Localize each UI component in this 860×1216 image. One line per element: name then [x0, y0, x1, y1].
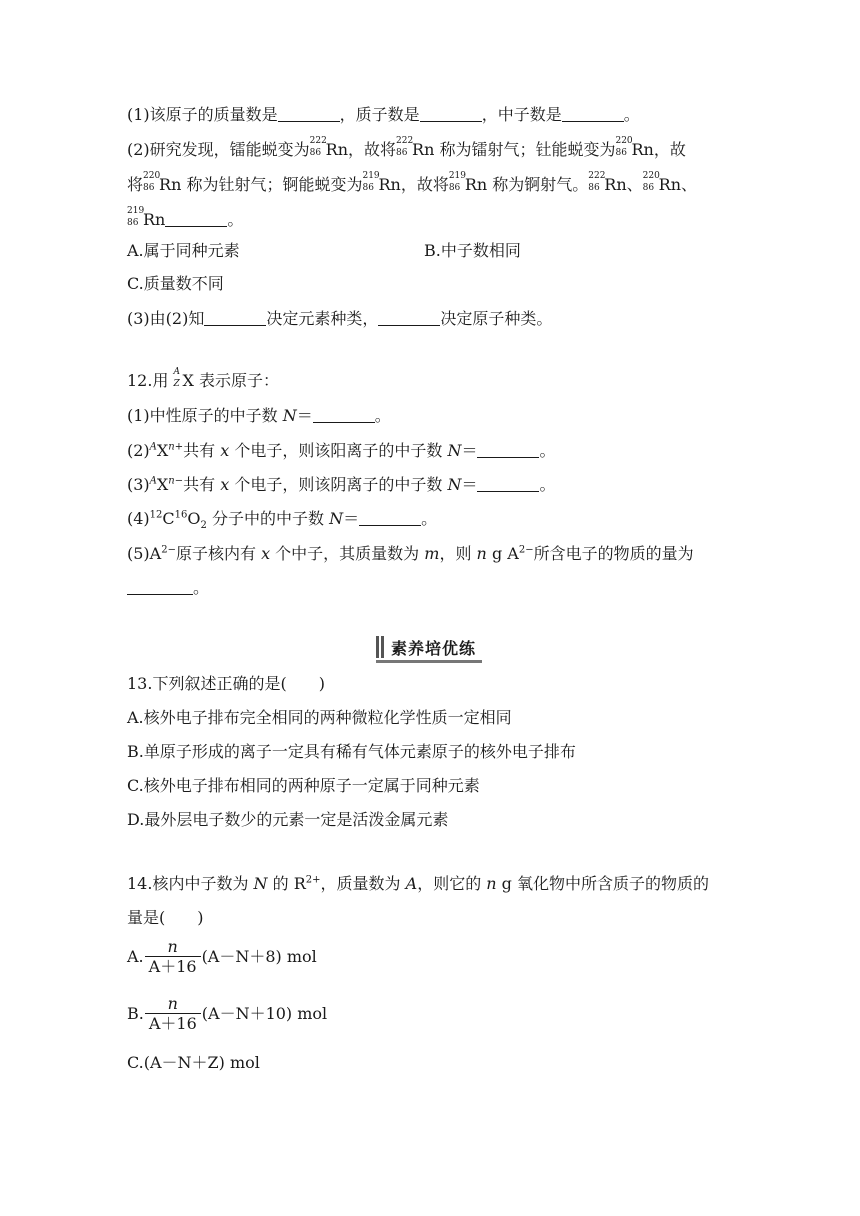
text: ，质量数为 [320, 874, 406, 893]
q12-part4 [127, 508, 437, 530]
var: m [424, 544, 440, 563]
q11-part2-line3 [127, 206, 244, 231]
q11-option-b: B.中子数相同 [424, 241, 521, 260]
var: N [329, 509, 344, 528]
charge: 2+ [305, 874, 321, 886]
text: O [187, 509, 201, 528]
nuclide-rn220: 220 86 [642, 171, 660, 193]
text: ＝ [461, 475, 478, 494]
var: N [447, 441, 462, 460]
var: n [486, 874, 497, 893]
answer-blank[interactable] [204, 311, 266, 326]
mass-number: 16 [174, 509, 188, 521]
answer-blank[interactable] [278, 107, 340, 122]
text: Rn 称为锕射气。 [464, 175, 589, 194]
nuclide-notation: A Z [173, 367, 181, 389]
numerator: n [167, 994, 178, 1013]
text: (4) [127, 509, 150, 528]
q13-option-b: B.单原子形成的离子一定具有稀有气体元素原子的核外电子排布 [127, 742, 576, 761]
option-label: B. [127, 1004, 144, 1023]
fraction [145, 995, 201, 1034]
mass-number: A [149, 441, 157, 453]
nuclide-rn219: 219 86 [127, 206, 145, 228]
answer-blank[interactable] [378, 311, 440, 326]
charge: n [168, 475, 175, 487]
option-label: A. [127, 947, 144, 966]
var: A [405, 874, 418, 893]
q12-stem [127, 367, 280, 392]
text: 决定原子种类。 [440, 309, 553, 328]
text: ＝ [343, 509, 360, 528]
text: (3)由(2)知 [127, 309, 205, 328]
text: (2)研究发现，镭能蜕变为 [127, 140, 310, 159]
text: 个电子，则该阴离子的中子数 [229, 475, 448, 494]
expression: (A－N＋8) mol [201, 947, 317, 966]
text: 分子中的中子数 [206, 509, 330, 528]
text: 所含电子的物质的量为 [533, 544, 694, 563]
section-banner [376, 634, 482, 663]
q14-stem-line1 [127, 873, 709, 895]
text: Rn，故将 [378, 175, 449, 194]
text: (3) [127, 475, 150, 494]
nuclide-rn222: 222 86 [309, 136, 327, 158]
text: (1)中性原子的中子数 [127, 406, 283, 425]
q11-part3 [127, 308, 552, 330]
charge: 2− [161, 544, 176, 556]
q12-part1 [127, 405, 391, 427]
var: x [261, 544, 271, 563]
answer-blank[interactable] [562, 107, 624, 122]
mass-number: A [149, 475, 157, 487]
answer-blank[interactable] [359, 511, 421, 526]
q13-option-c: C.核外电子排布相同的两种原子一定属于同种元素 [127, 776, 480, 795]
var: x [220, 441, 230, 460]
text: Rn 称为镭射气；钍能蜕变为 [412, 140, 616, 159]
text: Rn、 [604, 175, 643, 194]
q12-part5-line1 [127, 543, 694, 565]
q11-option-c: C.质量数不同 [127, 274, 224, 293]
text: 14.核内中子数为 [127, 874, 254, 893]
charge-sign: − [174, 475, 184, 487]
text: g 氧化物中所含质子的物质的 [496, 874, 710, 893]
text: (1)该原子的质量数是 [127, 105, 278, 124]
q12-part2 [127, 440, 555, 462]
text: ，则它的 [417, 874, 487, 893]
charge-sign: + [174, 441, 184, 453]
text: 原子核内有 [175, 544, 262, 563]
answer-blank[interactable] [165, 212, 227, 227]
section-title: 素养培优练 [391, 638, 477, 658]
text: ，质子数是 [339, 105, 420, 124]
q13-option-a: A.核外电子排布完全相同的两种微粒化学性质一定相同 [127, 708, 512, 727]
nuclide-rn222: 222 86 [588, 171, 606, 193]
text: ＝ [461, 441, 478, 460]
text: 个中子，其质量数为 [270, 544, 425, 563]
var: N [253, 874, 268, 893]
text: (2) [127, 441, 150, 460]
text: 的 R [267, 874, 306, 893]
q11-part1 [127, 104, 640, 126]
q11-part2-line2 [127, 171, 697, 196]
text: g A [486, 544, 519, 563]
text: 个电子，则该阳离子的中子数 [229, 441, 448, 460]
text: 。 [539, 475, 556, 494]
text: X [156, 475, 169, 494]
text: 。 [193, 578, 210, 597]
q13-option-d: D.最外层电子数少的元素一定是活泼金属元素 [127, 810, 449, 829]
answer-blank[interactable] [477, 443, 539, 458]
answer-blank[interactable] [313, 408, 375, 423]
text: 。 [539, 441, 556, 460]
answer-blank[interactable] [127, 580, 193, 595]
text: Rn 称为钍射气；锕能蜕变为 [159, 175, 363, 194]
answer-blank[interactable] [420, 107, 482, 122]
var: n [476, 544, 487, 563]
subscript: 2 [200, 520, 207, 532]
q14-option-b [127, 995, 327, 1034]
text: 。 [421, 509, 438, 528]
q13-stem: 13.下列叙述正确的是( ) [127, 674, 325, 693]
q14-option-c: C.(A－N＋Z) mol [127, 1053, 260, 1072]
text: X [156, 441, 169, 460]
text: Rn [143, 210, 166, 229]
text: 决定元素种类， [266, 309, 379, 328]
text: 。 [623, 105, 640, 124]
var: x [220, 475, 230, 494]
text: 共有 [183, 441, 221, 460]
text: Rn、 [658, 175, 697, 194]
text: 共有 [183, 475, 221, 494]
text: 。 [374, 406, 391, 425]
var: N [282, 406, 297, 425]
denominator: A＋16 [145, 1013, 201, 1034]
q11-option-a: A.属于同种元素 [127, 241, 240, 260]
text: (5)A [127, 544, 162, 563]
charge: n [168, 441, 175, 453]
text: Rn，故将 [325, 140, 397, 159]
q14-option-a [127, 938, 317, 977]
nuclide-rn220: 220 86 [143, 171, 161, 193]
var: N [447, 475, 462, 494]
text: 表示原子： [193, 371, 280, 390]
answer-blank[interactable] [477, 477, 539, 492]
text: ，中子数是 [481, 105, 562, 124]
q14-stem-line2: 量是( ) [127, 908, 204, 927]
nuclide-rn219: 219 86 [362, 171, 380, 193]
denominator: A＋16 [145, 956, 201, 977]
q11-part2-line1 [127, 136, 686, 161]
q12-part3 [127, 474, 555, 496]
text: ，则 [439, 544, 477, 563]
numerator: n [167, 937, 178, 956]
expression: (A－N＋10) mol [201, 1004, 328, 1023]
nuclide-rn222: 222 86 [396, 136, 414, 158]
mass-number: 12 [149, 509, 163, 521]
text: C [162, 509, 175, 528]
text: 将 [127, 175, 144, 194]
q12-part5-line2 [127, 577, 209, 599]
nuclide-rn220: 220 86 [615, 136, 633, 158]
text: 。 [227, 210, 244, 229]
banner-bar [376, 636, 379, 658]
charge: 2− [518, 544, 534, 556]
fraction [145, 938, 201, 977]
text: Rn，故 [631, 140, 686, 159]
nuclide-rn219: 219 86 [448, 171, 467, 193]
text: ＝ [296, 406, 313, 425]
text: 12.用 [127, 371, 174, 390]
text: X [182, 371, 194, 390]
banner-bar [381, 636, 384, 658]
